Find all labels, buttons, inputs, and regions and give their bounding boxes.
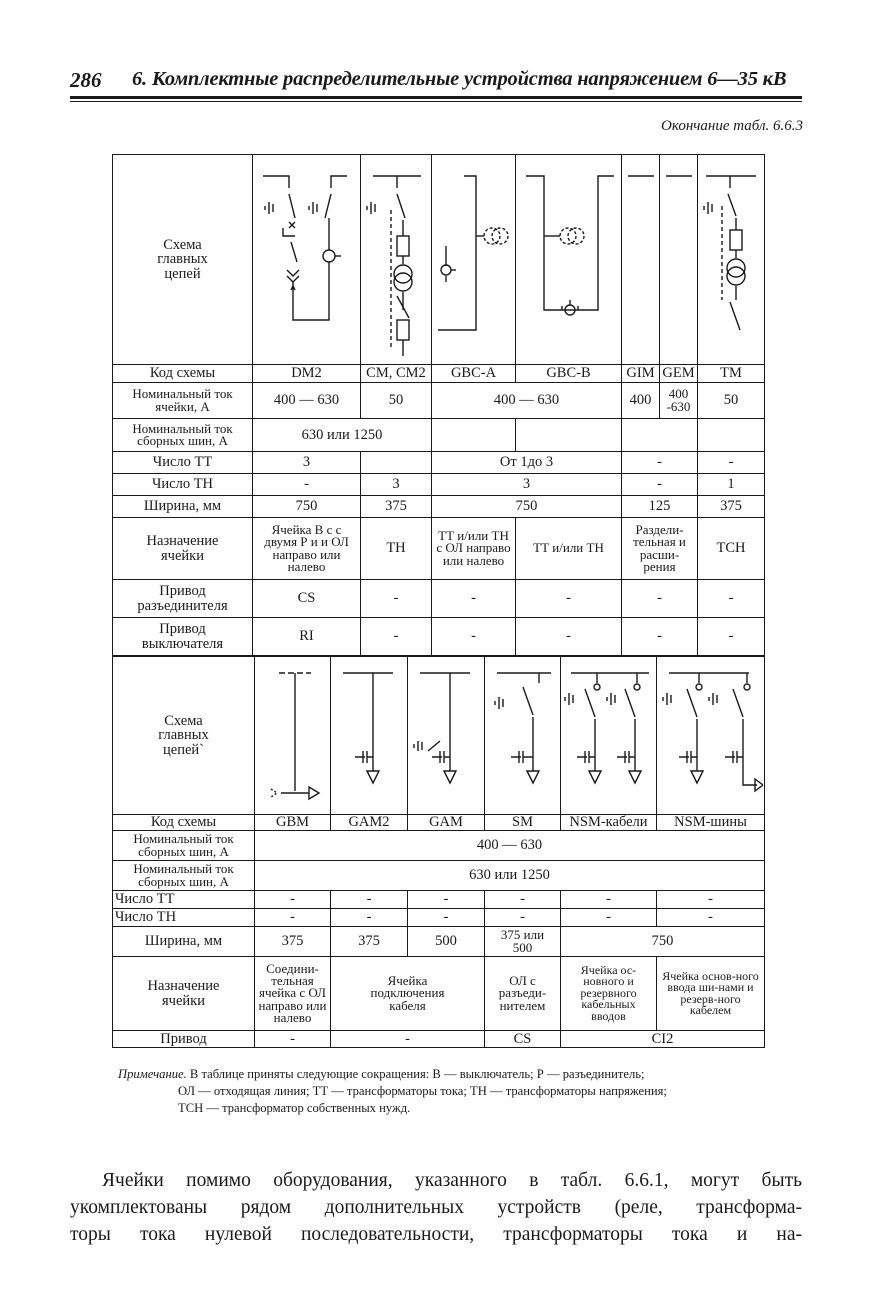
cell: ОЛ с разъеди-нителем xyxy=(485,957,561,1031)
code-gam: GAM xyxy=(408,815,485,831)
cell: 3 xyxy=(432,474,622,496)
table-continuation-caption: Окончание табл. 6.6.3 xyxy=(661,118,803,134)
cell xyxy=(432,419,516,452)
cell: - xyxy=(331,1031,485,1048)
cell: Ячейка подключения кабеля xyxy=(331,957,485,1031)
row-label: Код схемы xyxy=(113,815,255,831)
cell: ТН xyxy=(361,518,432,580)
note-line: ОЛ — отходящая линия; ТТ — трансформаторы тока; ТН — трансформаторы напряжения; xyxy=(178,1084,667,1098)
table-note xyxy=(118,1066,768,1117)
scheme-diagram-gam2 xyxy=(331,657,408,815)
scheme-diagram-nsm-cable xyxy=(561,657,657,815)
cell: Ячейка В с с двумя Р и и ОЛ направо или налево xyxy=(253,518,361,580)
cell: - xyxy=(516,618,622,656)
cell: - xyxy=(253,474,361,496)
note-line: ТСН — трансформатор собственных нужд. xyxy=(178,1101,411,1115)
row-label: Код схемы xyxy=(113,365,253,383)
cell: - xyxy=(408,891,485,909)
row-label: Ширина, мм xyxy=(113,496,253,518)
cell: 750 xyxy=(432,496,622,518)
code-dm2: DM2 xyxy=(253,365,361,383)
cell: - xyxy=(331,909,408,927)
cell: - xyxy=(485,891,561,909)
cell: - xyxy=(657,891,765,909)
cell: Ячейка ос-новного и резервного кабельных вводов xyxy=(561,957,657,1031)
page-header xyxy=(70,62,802,102)
table-upper xyxy=(112,154,765,656)
row-label: Привод xyxy=(113,1031,255,1048)
body-line: торы тока нулевой последовательности, трансформаторы тока и на- xyxy=(70,1223,802,1245)
row-label: Назначение ячейки xyxy=(113,957,255,1031)
scheme-diagram-tm xyxy=(698,155,765,365)
cell: - xyxy=(331,891,408,909)
cell: 400 — 630 xyxy=(255,831,765,861)
table-lower xyxy=(112,656,765,1048)
cell: 50 xyxy=(698,383,765,419)
row-label: Номинальный ток сборных шин, А xyxy=(113,419,253,452)
row-label: Число ТН xyxy=(113,909,255,927)
body-paragraph xyxy=(70,1168,802,1249)
cell: 50 xyxy=(361,383,432,419)
cell: - xyxy=(561,891,657,909)
scheme-diagram-gem xyxy=(660,155,698,365)
cell: - xyxy=(485,909,561,927)
cell: CS xyxy=(485,1031,561,1048)
row-label: Номинальный ток ячейки, А xyxy=(113,383,253,419)
cell: - xyxy=(408,909,485,927)
cell: 400 — 630 xyxy=(253,383,361,419)
scheme-diagram-dm2 xyxy=(253,155,361,365)
note-lead: Примечание. xyxy=(118,1067,187,1081)
cell: RI xyxy=(253,618,361,656)
cell: - xyxy=(622,618,698,656)
cell: - xyxy=(622,580,698,618)
row-label: Назначение ячейки xyxy=(113,518,253,580)
cell: - xyxy=(255,891,331,909)
code-gem: GEM xyxy=(660,365,698,383)
code-sm: SM xyxy=(485,815,561,831)
scheme-diagram-sm xyxy=(485,657,561,815)
cell: 400 -630 xyxy=(660,383,698,419)
running-title: 6. Комплектные распределительные устройства напряжением 6—35 кВ xyxy=(132,68,787,90)
row-label: Число ТТ xyxy=(113,452,253,474)
cell: Раздели-тельная и расши-рения xyxy=(622,518,698,580)
code-gbm: GBM xyxy=(255,815,331,831)
code-tm: TM xyxy=(698,365,765,383)
cell: - xyxy=(432,580,516,618)
cell: 375 xyxy=(361,496,432,518)
code-gim: GIM xyxy=(622,365,660,383)
cell xyxy=(622,419,698,452)
code-gbc-a: GBC-A xyxy=(432,365,516,383)
cell: ТСН xyxy=(698,518,765,580)
row-label: Ширина, мм xyxy=(113,927,255,957)
cell xyxy=(516,419,622,452)
cell: 3 xyxy=(253,452,361,474)
scheme-diagram-gbc-a xyxy=(432,155,516,365)
row-label: Номинальный ток сборных шин, А xyxy=(113,831,255,861)
row-label: Номинальный ток сборных шин, А xyxy=(113,861,255,891)
code-cm: CM, CM2 xyxy=(361,365,432,383)
scheme-diagram-gim xyxy=(622,155,660,365)
cell: - xyxy=(361,618,432,656)
row-label: Число ТН xyxy=(113,474,253,496)
cell: - xyxy=(255,909,331,927)
note-line: В таблице приняты следующие сокращения: В — выключатель; Р — разъединитель; xyxy=(189,1067,645,1081)
scheme-diagram-gbm xyxy=(255,657,331,815)
cell: ТТ и/или ТН с ОЛ направо или налево xyxy=(432,518,516,580)
cell: CS xyxy=(253,580,361,618)
cell: От 1до 3 xyxy=(432,452,622,474)
body-line: укомплектованы рядом дополнительных устройств (реле, трансформа- xyxy=(70,1196,802,1218)
cell: 375 или 500 xyxy=(485,927,561,957)
cell: 3 xyxy=(361,474,432,496)
scheme-label: Схема главных цепей xyxy=(113,155,253,365)
cell: 400 — 630 xyxy=(432,383,622,419)
code-nsm-bus: NSM-шины xyxy=(657,815,765,831)
cell: - xyxy=(698,452,765,474)
cell: - xyxy=(622,452,698,474)
cell: - xyxy=(657,909,765,927)
cell xyxy=(698,419,765,452)
header-rule-thick xyxy=(70,96,802,99)
cell: - xyxy=(516,580,622,618)
cell: 375 xyxy=(698,496,765,518)
cell: CI2 xyxy=(561,1031,765,1048)
cell: 750 xyxy=(561,927,765,957)
cell: 375 xyxy=(255,927,331,957)
code-gbc-b: GBC-B xyxy=(516,365,622,383)
header-rule-thin xyxy=(70,101,802,102)
code-nsm-cable: NSM-кабели xyxy=(561,815,657,831)
cell: Соедини-тельная ячейка с ОЛ направо или налево xyxy=(255,957,331,1031)
scheme-diagram-nsm-bus xyxy=(657,657,765,815)
cell: - xyxy=(561,909,657,927)
cell: ТТ и/или ТН xyxy=(516,518,622,580)
cell: 630 или 1250 xyxy=(253,419,432,452)
body-line: Ячейки помимо оборудования, указанного в табл. 6.6.1, могут быть xyxy=(102,1170,802,1191)
cell: 500 xyxy=(408,927,485,957)
cell: - xyxy=(255,1031,331,1048)
cell: 750 xyxy=(253,496,361,518)
row-label: Привод разъединителя xyxy=(113,580,253,618)
cell: - xyxy=(698,618,765,656)
cell: - xyxy=(432,618,516,656)
cell: - xyxy=(361,580,432,618)
scheme-label: Схема главных цепей` xyxy=(113,657,255,815)
cell: 1 xyxy=(698,474,765,496)
row-label: Число ТТ xyxy=(113,891,255,909)
scheme-diagram-gbc-b xyxy=(516,155,622,365)
cell: - xyxy=(698,580,765,618)
cell: - xyxy=(622,474,698,496)
scheme-diagram-cm xyxy=(361,155,432,365)
cell: Ячейка основ-ного ввода ши-нами и резерв-ного кабелем xyxy=(657,957,765,1031)
cell: 375 xyxy=(331,927,408,957)
row-label: Привод выключателя xyxy=(113,618,253,656)
cell: 400 xyxy=(622,383,660,419)
scheme-diagram-gam xyxy=(408,657,485,815)
cell: 125 xyxy=(622,496,698,518)
page-number: 286 xyxy=(70,68,102,92)
cell xyxy=(361,452,432,474)
cell: 630 или 1250 xyxy=(255,861,765,891)
code-gam2: GAM2 xyxy=(331,815,408,831)
